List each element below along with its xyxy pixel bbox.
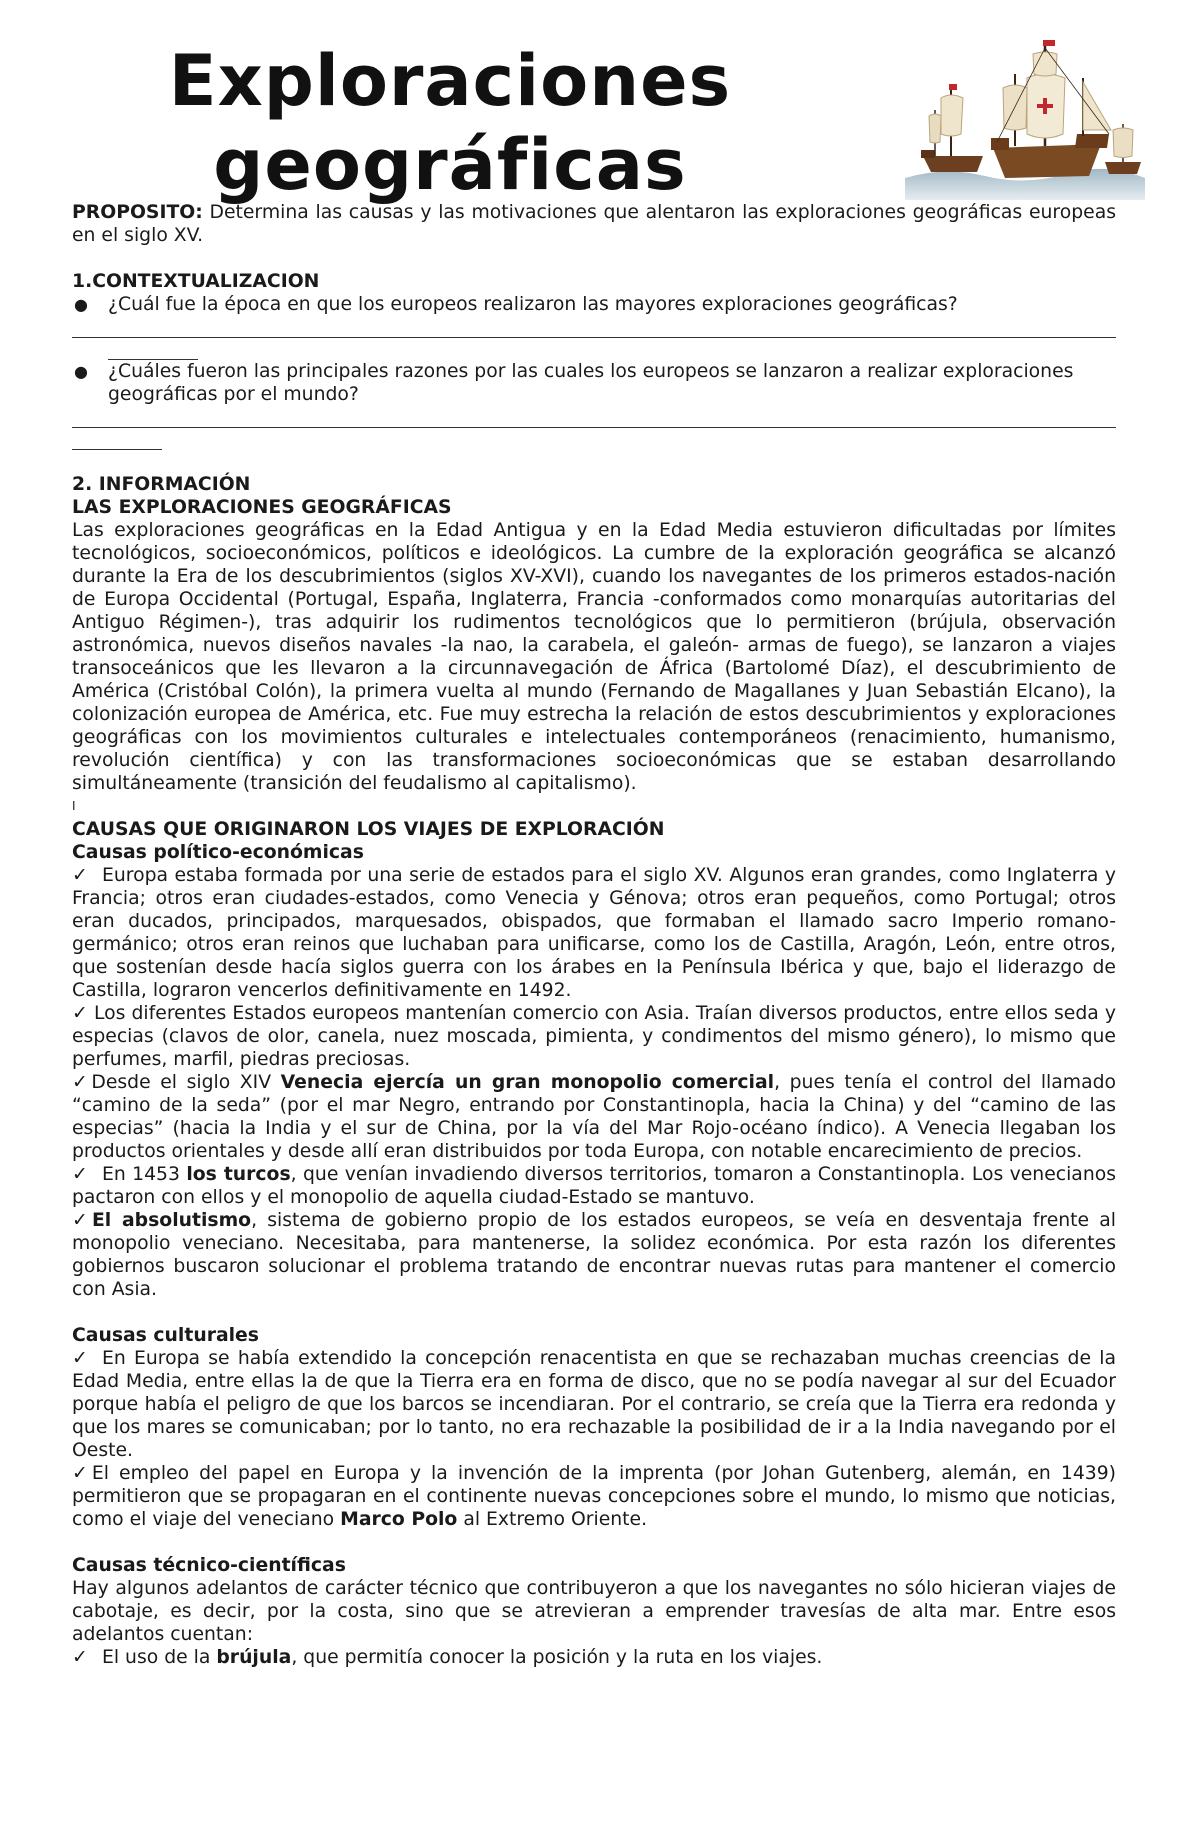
purpose-text: Determina las causas y las motivaciones que alentaron las exploraciones geográficas europeas en el siglo XV.	[72, 202, 1116, 246]
check-icon: ✓	[72, 1463, 92, 1484]
bullet-icon: ●	[74, 295, 88, 314]
answer-line-short[interactable]	[72, 428, 162, 450]
question-2	[72, 360, 1116, 406]
contextualization-heading: 1.CONTEXTUALIZACION	[72, 271, 320, 292]
causes-heading: CAUSAS QUE ORIGINARON LOS VIAJES DE EXPLORACIÓN	[72, 819, 665, 840]
cultural-item-2: ✓El empleo del papel en Europa y la invención de la imprenta (por Johan Gutenberg, alemán, en 1439) permitieron que se propagaran en el continente nuevas concepciones sobre el mundo, lo mismo que noticias, como el viaje del veneciano Marco Polo al Extremo Oriente.	[72, 1463, 1116, 1530]
answer-line-short[interactable]	[108, 338, 198, 360]
title-line-1: Exploraciones	[168, 40, 732, 122]
answer-line[interactable]	[72, 406, 1116, 428]
technical-item-1: ✓ El uso de la brújula, que permitía conocer la posición y la ruta en los viajes.	[72, 1647, 823, 1668]
bullet-icon: ●	[74, 362, 88, 381]
marco-polo-bold: Marco Polo	[340, 1509, 458, 1530]
cultural-item-1-text: En Europa se había extendido la concepción renacentista en que se rechazaban muchas creencias de la Edad Media, entre ellas la de que la Tierra era en forma de disco, que no se podía navegar al sur del Ecuador porque había el peligro de que los barcos se incendiaran. Por el contrario, se creía que la Tierra era redonda y que los mares se comunicaban; por lo tanto, no era rechazable la posibilidad de ir a la India navegando por el Oeste.	[72, 1348, 1116, 1461]
information-heading: 2. INFORMACIÓN	[72, 474, 251, 495]
check-icon: ✓	[72, 1003, 88, 1024]
check-icon: ✓	[72, 865, 88, 886]
question-1	[72, 293, 1116, 316]
check-icon: ✓	[72, 1647, 88, 1668]
political-item-4: ✓ En 1453 los turcos, que venían invadiendo diversos territorios, tomaron a Constantinopla. Los venecianos pactaron con ellos y el monopolio de aquella ciudad-Estado se mantuvo.	[72, 1164, 1116, 1208]
stray-mark: I	[72, 799, 76, 813]
political-item-1	[72, 864, 1116, 1002]
political-item-5: ✓El absolutismo, sistema de gobierno propio de los estados europeos, se veía en desventaja frente al monopolio veneciano. Necesitaba, para mantenerse, la solidez económica. Por esta razón los diferentes gobiernos buscaron solucionar el problema tratando de encontrar nuevas rutas para mantener el comercio con Asia.	[72, 1210, 1116, 1300]
compass-bold: brújula	[216, 1647, 292, 1668]
document-body	[72, 201, 1116, 1669]
answer-line[interactable]	[72, 316, 1116, 338]
political-item-1-text: Europa estaba formada por una serie de estados para el siglo XV. Algunos eran grandes, como Inglaterra y Francia; otros eran ciudades-estados, como Venecia y Génova; otros eran pequeños, como Portugal; otros eran ducados, principados, marquesados, obispados, que formaban el llamado sacro Imperio romano-germánico; otros eran reinos que luchaban para unificarse, como los de Castilla, Aragón, León, entre otros, que sostenían desde hacía siglos guerra con los árabes en la Península Ibérica y que, bajo el liderazgo de Castilla, lograron vencerlos definitivamente en 1492.	[72, 865, 1116, 1001]
cultural-item-1	[72, 1347, 1116, 1462]
check-icon: ✓	[72, 1164, 88, 1185]
technical-intro: Hay algunos adelantos de carácter técnico que contribuyeron a que los navegantes no sólo hicieran viajes de cabotaje, es decir, por la costa, sino que se atrevieran a emprender travesías de alta mar. Entre esos adelantos cuentan:	[72, 1578, 1116, 1645]
absolutism-bold: El absolutismo	[91, 1210, 252, 1231]
ships-illustration	[905, 38, 1145, 200]
political-item-3: ✓Desde el siglo XIV Venecia ejercía un gran monopolio comercial, pues tenía el control del llamado “camino de la seda” (por el mar Negro, entrando por Constantinopla, hacia la China) y del “camino de las especias” (hacia la India y el sur de China, por la vía del Mar Rojo-océano índico). A Venecia llegaban los productos orientales y desde allí eran distribuidos por toda Europa, con notable encarecimiento de precios.	[72, 1072, 1116, 1162]
title-line-2: geográficas	[213, 124, 687, 206]
political-item-2	[72, 1002, 1116, 1071]
venice-monopoly: Venecia ejercía un gran monopolio comercial	[280, 1072, 775, 1093]
political-item-2-text: Los diferentes Estados europeos mantenían comercio con Asia. Traían diversos productos, entre ellos seda y especias (clavos de olor, canela, nuez moscada, pimienta, y condimentos del mismo género), lo mismo que perfumes, marfil, piedras preciosas.	[72, 1003, 1116, 1070]
explorations-heading: LAS EXPLORACIONES GEOGRÁFICAS	[72, 497, 452, 518]
question-2-text: ¿Cuáles fueron las principales razones por las cuales los europeos se lanzaron a realizar exploraciones geográficas por el mundo?	[108, 361, 1074, 405]
technical-causes-heading: Causas técnico-científicas	[72, 1555, 346, 1576]
turks-bold: los turcos	[186, 1164, 291, 1185]
check-icon: ✓	[72, 1210, 92, 1231]
cultural-causes-heading: Causas culturales	[72, 1325, 259, 1346]
check-icon: ✓	[72, 1348, 88, 1369]
purpose-paragraph	[72, 201, 1116, 247]
purpose-label: PROPOSITO:	[72, 202, 203, 223]
explorations-paragraph: Las exploraciones geográficas en la Edad Antigua y en la Edad Media estuvieron dificultadas por límites tecnológicos, socioeconómicos, políticos e ideológicos. La cumbre de la exploración geográfica se alcanzó durante la Era de los descubrimientos (siglos XV-XVI), cuando los navegantes de los primeros estados-nación de Europa Occidental (Portugal, España, Inglaterra, Francia -conformados como monarquías autoritarias del Antiguo Régimen-), tras adquirir los rudimentos tecnológicos que lo permitieron (brújula, observación astronómica, nuevos diseños navales -la nao, la carabela, el galeón- armas de fuego), se lanzaron a viajes transoceánicos que les llevaron a la circunnavegación de África (Bartolomé Díaz), el descubrimiento de América (Cristóbal Colón), la primera vuelta al mundo (Fernando de Magallanes y Juan Sebastián Elcano), la colonización europea de América, etc. Fue muy estrecha la relación de estos descubrimientos y exploraciones geográficas con los movimientos culturales e intelectuales contemporáneos (renacimiento, humanismo, revolución científica) y con las transformaciones socioeconómicas que se estaban desarrollando simultáneamente (transición del feudalismo al capitalismo).	[72, 520, 1116, 794]
political-causes-heading: Causas político-económicas	[72, 842, 364, 863]
check-icon: ✓	[72, 1072, 92, 1093]
question-1-text: ¿Cuál fue la época en que los europeos realizaron las mayores exploraciones geográficas?	[108, 294, 958, 315]
